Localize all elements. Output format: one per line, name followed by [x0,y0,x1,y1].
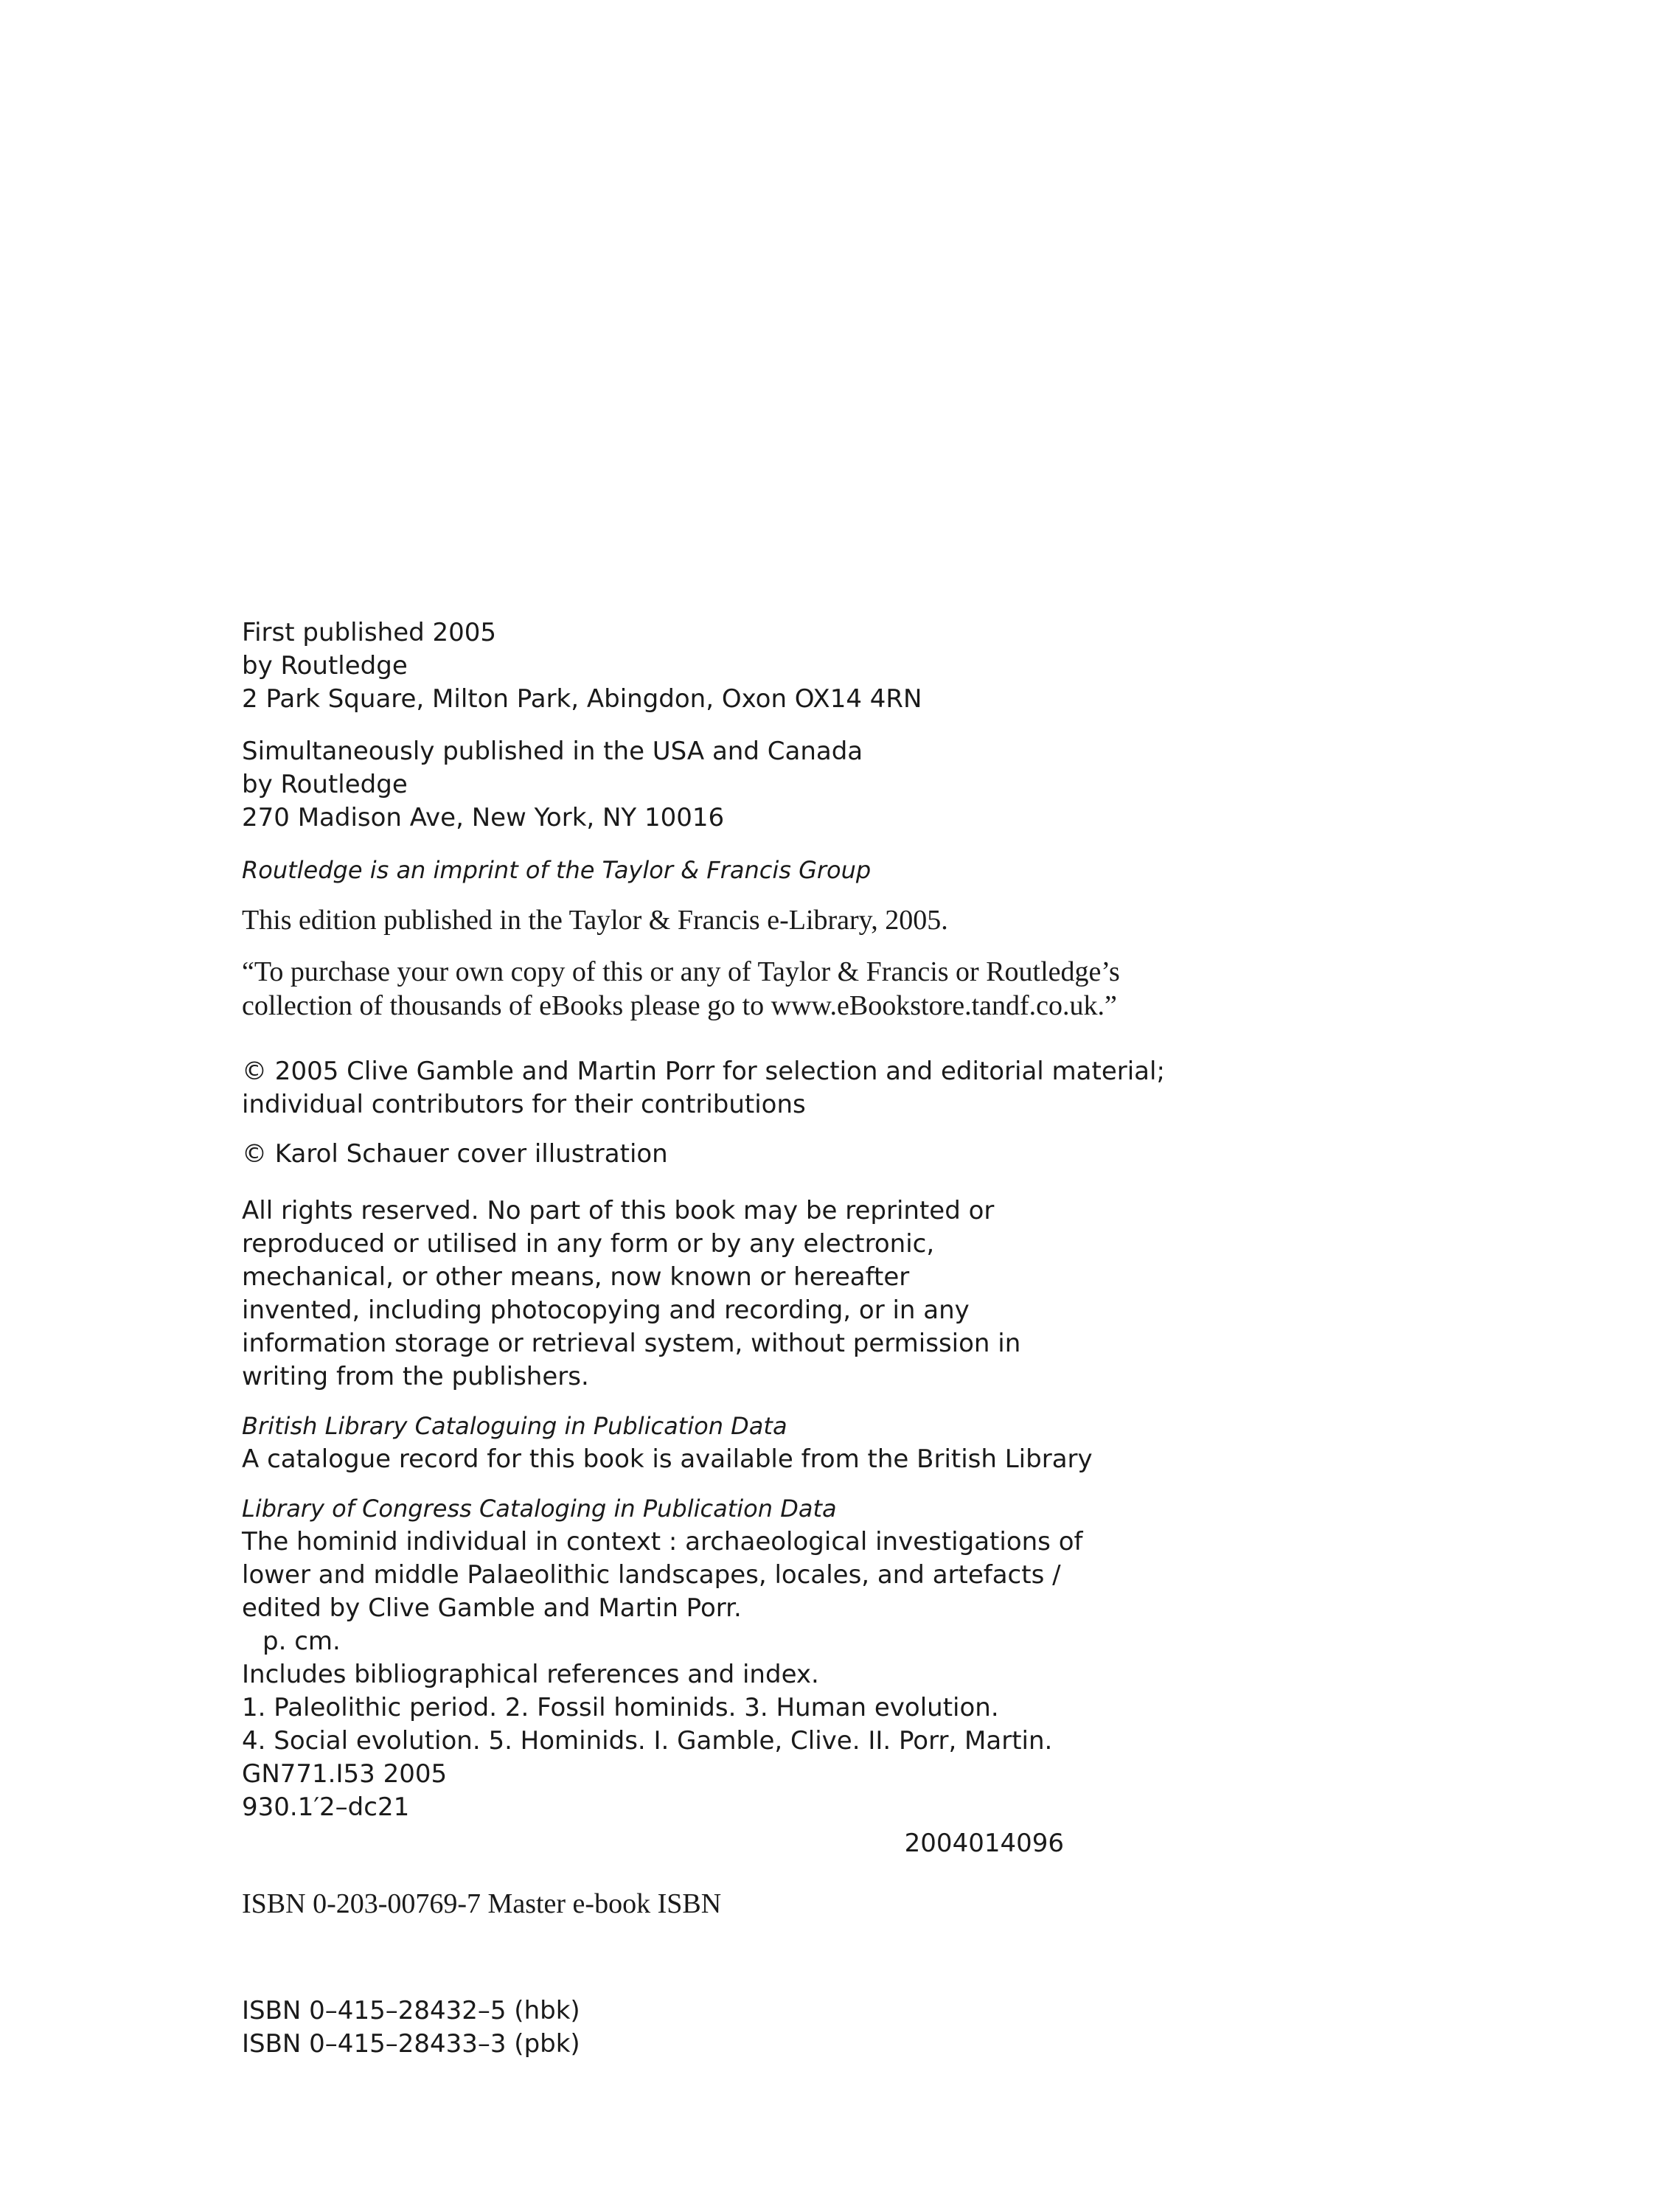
purchase-note [242,955,1259,1023]
imprint-note [242,854,1259,887]
purchase-line: “To purchase your own copy of this or any of Taylor & Francis or Routledge’s [242,956,1120,987]
copyright-editors-line: individual contributors for their contributions [242,1090,806,1119]
loc-classification: GN771.I53 2005 [242,1759,448,1789]
first-published-block [242,616,1259,716]
british-library-block [242,1410,1259,1476]
loc-line: edited by Clive Gamble and Martin Porr. [242,1593,742,1623]
copyright-editors [242,1055,1259,1121]
publisher-line-usa: by Routledge [242,770,408,799]
rights-line: information storage or retrieval system, without permission in [242,1329,1021,1358]
edition-note [242,903,1259,937]
loc-line: Includes bibliographical references and index. [242,1660,819,1689]
rights-statement [242,1194,1259,1394]
loc-block [242,1492,1259,1860]
isbn-block [242,1994,1259,2061]
loc-heading: Library of Congress Cataloging in Publication Data [242,1495,837,1523]
rights-line: invented, including photocopying and recording, or in any [242,1295,970,1325]
isbn-hbk: ISBN 0–415–28432–5 (hbk) [242,1996,580,2025]
imprint-note-text: Routledge is an imprint of the Taylor & Francis Group [242,856,872,884]
loc-control-number: 2004014096 [904,1829,1064,1858]
loc-line: The hominid individual in context : archaeological investigations of [242,1527,1083,1557]
copyright-cover-text: © Karol Schauer cover illustration [242,1139,668,1169]
loc-line: 4. Social evolution. 5. Hominids. I. Gamble, Clive. II. Porr, Martin. [242,1726,1053,1756]
copyright-editors-line: © 2005 Clive Gamble and Martin Porr for selection and editorial material; [242,1057,1165,1086]
loc-line: lower and middle Palaeolithic landscapes, locales, and artefacts / [242,1560,1061,1590]
simultaneous-block [242,735,1259,835]
rights-line: mechanical, or other means, now known or hereafter [242,1262,910,1292]
isbn-pbk: ISBN 0–415–28433–3 (pbk) [242,2029,580,2059]
rights-line: writing from the publishers. [242,1362,589,1391]
publisher-address-usa: 270 Madison Ave, New York, NY 10016 [242,803,725,832]
publisher-line: by Routledge [242,651,408,681]
edition-text: This edition published in the Taylor & Francis e-Library, 2005. [242,905,948,936]
purchase-line: collection of thousands of eBooks please go to www.eBookstore.tandf.co.uk.” [242,990,1117,1021]
isbn-master-text: ISBN 0-203-00769-7 Master e-book ISBN [242,1888,722,1919]
isbn-master [242,1887,1259,1921]
loc-pcm: p. cm. [262,1627,341,1656]
british-library-heading: British Library Cataloguing in Publication Data [242,1412,787,1440]
first-published-line: First published 2005 [242,618,497,647]
publisher-address: 2 Park Square, Milton Park, Abingdon, Oxon OX14 4RN [242,684,922,714]
rights-line: All rights reserved. No part of this book may be reprinted or [242,1196,995,1225]
imprint-block [242,616,1259,2061]
copyright-cover [242,1138,1259,1171]
loc-dewey: 930.1′2–dc21 [242,1792,410,1822]
loc-line: 1. Paleolithic period. 2. Fossil hominids. 3. Human evolution. [242,1693,999,1722]
rights-line: reproduced or utilised in any form or by any electronic, [242,1229,935,1259]
simultaneous-line: Simultaneously published in the USA and Canada [242,737,863,766]
british-library-text: A catalogue record for this book is available from the British Library [242,1444,1093,1474]
